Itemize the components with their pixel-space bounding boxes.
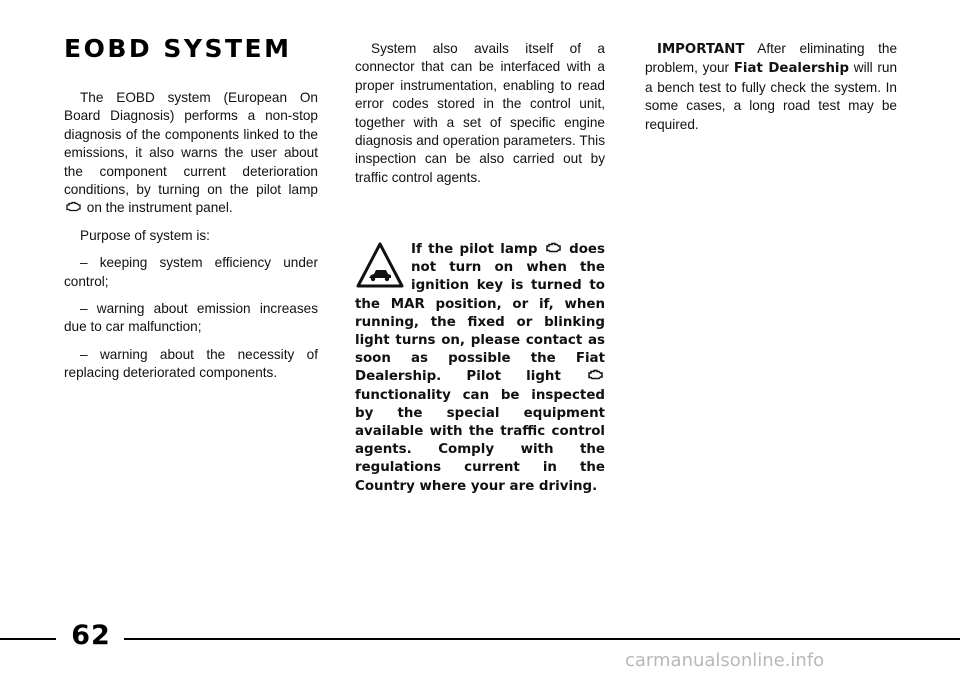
engine-check-lamp-icon [546,242,561,254]
connector-paragraph: System also avails itself of a connector that can be interfaced with a proper instrumentation, enabling to read error codes stored in the control unit, together with a set of specific engine diagnosis and operation parameters. This inspection can be also carried out by traffic control agents. [355,41,605,185]
purpose-heading: Purpose of system is: [80,227,210,243]
footer-rule-right [124,638,960,640]
list-item: – warning about the necessity of replacing deteriorated components. [64,346,318,381]
page-number: 62 [71,620,111,651]
intro-text-end: on the instrument panel. [86,200,233,216]
warning-box [355,241,605,496]
list-item: – warning about emission increases due to car malfunction; [64,301,318,335]
column-2 [355,40,605,196]
page-title: EOBD SYSTEM [64,34,292,63]
warning-text-part: functionality can be inspected by the special equipment available with the traffic control agents. Comply with the regulations current in the Country where your are driving. [355,387,605,494]
intro-paragraph [64,89,318,218]
column-1 [64,89,318,392]
important-text-end: will run a bench test to fully check the system. In some cases, a long road test may be required. [645,60,898,132]
important-label: IMPORTANT [657,42,745,57]
intro-text: The EOBD system (European On Board Diagnosis) performs a non-stop diagnosis of the components linked to the emissions, it also warns the user about the component current deterioration conditions, by turning on the pilot lamp [64,90,318,198]
list-item: – keeping system efficiency under control; [64,255,318,289]
engine-check-lamp-icon [588,369,603,381]
footer-rule-left [0,638,56,640]
engine-check-lamp-icon [66,201,81,213]
important-paragraph [645,40,897,134]
warning-text-part: does not turn on when the ignition key is turned to the MAR position, or if, when running, the fixed or blinking light turns on, please contact as soon as possible the Fiat Dealership. Pilot light [355,242,605,385]
warning-triangle-car-icon [355,241,405,291]
dealership-label: Fiat Dealership [733,61,850,77]
important-text: After eliminating the problem, your [645,41,898,76]
warning-text-part: If the pilot lamp [411,242,538,257]
column-3 [645,40,897,143]
watermark: carmanualsonline.info [625,650,825,671]
